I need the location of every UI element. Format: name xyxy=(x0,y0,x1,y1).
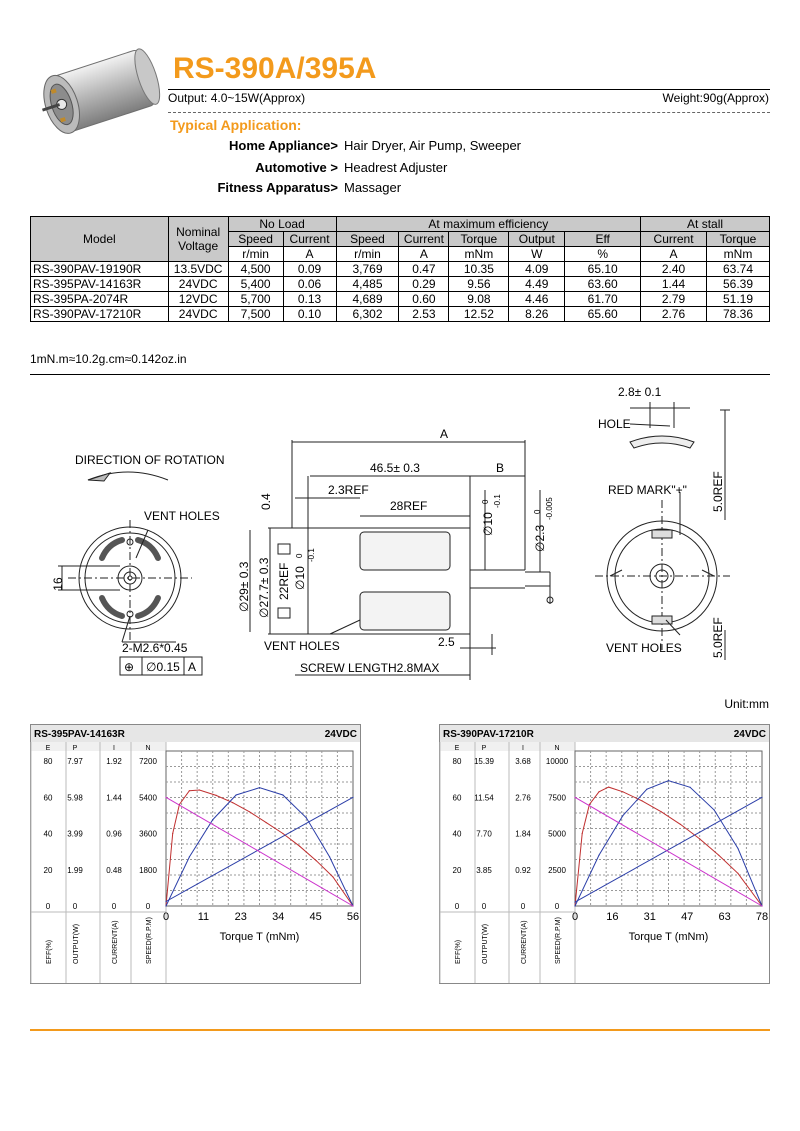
scale-label: 0 xyxy=(520,902,526,911)
table-cell: 65.10 xyxy=(565,262,641,277)
table-cell: 4.46 xyxy=(509,292,565,307)
x-tick-label: 78 xyxy=(755,911,769,923)
table-cell: 10.35 xyxy=(449,262,509,277)
series-point-e xyxy=(266,822,267,823)
scale-label: 7.70 xyxy=(476,829,492,839)
column-header: Current xyxy=(399,232,449,247)
series-point-p xyxy=(329,856,330,857)
motor-image xyxy=(30,38,170,148)
table-cell: 4,500 xyxy=(228,262,283,277)
series-point-i xyxy=(165,901,166,902)
table-cell: 12.52 xyxy=(449,307,509,322)
column-header: Speed xyxy=(336,232,399,247)
scale-label: 7500 xyxy=(548,793,566,803)
scale-label: 10000 xyxy=(545,757,569,766)
scale-label: 80 xyxy=(452,757,462,766)
conversion-note: 1mN.m≈10.2g.cm≈0.142oz.in xyxy=(30,352,187,366)
table-cell: 0.06 xyxy=(283,277,336,292)
model-cell: RS-395PA-2074R xyxy=(31,292,169,307)
series-point-e xyxy=(332,876,333,877)
performance-chart-14163r xyxy=(30,724,361,984)
series-point-p xyxy=(259,787,260,788)
dim-2-5: 2.5 xyxy=(438,635,455,649)
tol-10-upper: 0 xyxy=(481,499,490,504)
series-point-e xyxy=(172,833,173,834)
dim-46-5: 46.5± 0.3 xyxy=(370,461,420,475)
dim-16: 16 xyxy=(51,577,65,591)
scale-label: 0 xyxy=(554,902,560,911)
table-cell: 56.39 xyxy=(707,277,770,292)
table-row xyxy=(31,292,770,307)
tolerance-reference: A xyxy=(188,660,197,674)
dashed-divider xyxy=(168,112,770,113)
scale-label: 0.92 xyxy=(515,865,531,875)
column-header: Current xyxy=(283,232,336,247)
scale-label: 80 xyxy=(43,757,53,766)
footer-divider xyxy=(30,1029,770,1031)
series-point-e xyxy=(582,833,583,834)
table-cell: 4,485 xyxy=(336,277,399,292)
table-cell: 13.5VDC xyxy=(168,262,228,277)
screw-holes-label: 2-M2.6*0.45 xyxy=(122,641,188,655)
series-point-p xyxy=(668,780,669,781)
series-point-n xyxy=(761,905,762,906)
rotation-label: DIRECTION OF ROTATION xyxy=(75,453,225,467)
series-point-i xyxy=(352,797,353,798)
application-value: Massager xyxy=(344,180,402,195)
scale-label: 5000 xyxy=(548,829,566,839)
unit-cell: A xyxy=(641,247,707,262)
scale-label: 60 xyxy=(452,793,462,803)
series-point-e xyxy=(299,846,300,847)
series-point-p xyxy=(306,817,307,818)
scale-label: 2500 xyxy=(548,865,566,875)
x-tick-label: 0 xyxy=(571,911,579,923)
table-cell: 1.44 xyxy=(641,277,707,292)
dim-d10-left: ∅10 xyxy=(293,566,307,590)
unit-cell: % xyxy=(565,247,641,262)
x-tick-label: 23 xyxy=(234,911,247,923)
unit-cell: W xyxy=(509,247,565,262)
column-header: Torque xyxy=(449,232,509,247)
axis-header: P xyxy=(481,745,487,752)
model-cell: RS-395PAV-14163R xyxy=(31,277,169,292)
series-point-e xyxy=(282,833,283,834)
table-cell: 0.13 xyxy=(283,292,336,307)
series-point-n xyxy=(165,797,166,798)
vent-holes-right-label: VENT HOLES xyxy=(606,641,682,655)
axis-label: CURRENT(A) xyxy=(112,920,119,964)
table-cell: 61.70 xyxy=(565,292,641,307)
scale-label: 15.39 xyxy=(473,757,495,766)
series-point-p xyxy=(282,794,283,795)
table-cell: 2.79 xyxy=(641,292,707,307)
table-row xyxy=(31,277,770,292)
scale-label: 0 xyxy=(145,902,151,911)
dim-a: A xyxy=(440,427,449,441)
x-tick-label: 0 xyxy=(162,911,170,923)
unit-cell: r/min xyxy=(228,247,283,262)
title-divider xyxy=(168,89,770,90)
x-tick-label: 16 xyxy=(606,911,619,923)
table-cell: 2.76 xyxy=(641,307,707,322)
column-header: Output xyxy=(509,232,565,247)
series-point-i xyxy=(574,902,575,903)
series-point-e xyxy=(680,824,681,825)
scale-label: 20 xyxy=(43,865,53,875)
unit-label: Unit:mm xyxy=(724,697,769,711)
header-max-efficiency: At maximum efficiency xyxy=(336,217,641,232)
tol-10-lower: -0.1 xyxy=(307,548,316,562)
series-point-p xyxy=(236,794,237,795)
header-no-load: No Load xyxy=(228,217,336,232)
scale-label: 7200 xyxy=(139,757,157,766)
x-tick-label: 45 xyxy=(309,911,322,923)
scale-label: 1.99 xyxy=(67,865,83,875)
tol-2-3-lower: -0.005 xyxy=(545,497,554,520)
scale-label: 0 xyxy=(481,902,487,911)
x-axis-label: Torque T (mNm) xyxy=(628,931,709,943)
table-cell: 51.19 xyxy=(707,292,770,307)
table-cell: 0.47 xyxy=(399,262,449,277)
scale-label: 2.76 xyxy=(515,793,531,803)
scale-label: 40 xyxy=(43,829,53,839)
performance-chart-17210r xyxy=(439,724,770,984)
chart-voltage: 24VDC xyxy=(324,729,357,740)
x-tick-label: 56 xyxy=(346,911,360,923)
tol-2-3-upper: 0 xyxy=(533,509,542,514)
x-tick-label: 34 xyxy=(272,911,285,923)
unit-cell: A xyxy=(283,247,336,262)
table-cell: 2.53 xyxy=(399,307,449,322)
series-point-p xyxy=(212,819,213,820)
dim-d2-3: ∅2.3 xyxy=(533,524,547,552)
table-cell: 9.08 xyxy=(449,292,509,307)
table-row xyxy=(31,262,770,277)
application-value: Headrest Adjuster xyxy=(344,160,448,175)
axis-label: SPEED(R.P.M) xyxy=(555,917,562,964)
scale-label: 7.97 xyxy=(67,757,83,766)
series-point-e xyxy=(718,855,719,856)
series-point-e xyxy=(622,791,623,792)
x-tick-label: 11 xyxy=(197,911,210,923)
axis-header: I xyxy=(113,745,115,752)
series-point-n xyxy=(574,797,575,798)
application-value: Hair Dryer, Air Pump, Sweeper xyxy=(344,138,522,153)
series-point-e xyxy=(249,811,250,812)
dim-d27-7: ∅27.7± 0.3 xyxy=(257,557,271,618)
vent-holes-label: VENT HOLES xyxy=(144,509,220,523)
axis-header: N xyxy=(554,745,560,752)
axis-header: E xyxy=(454,745,460,752)
application-key: Home Appliance> xyxy=(229,138,338,153)
scale-label: 0.96 xyxy=(106,829,122,839)
axis-header: P xyxy=(72,745,78,752)
scale-label: 1.84 xyxy=(515,829,531,839)
table-cell: 5,700 xyxy=(228,292,283,307)
scale-label: 5.98 xyxy=(67,793,83,803)
tol-10-upper: 0 xyxy=(295,553,304,558)
dim-d10-top: ∅10 xyxy=(481,512,495,536)
x-tick-label: 47 xyxy=(681,911,694,923)
vent-holes-side-label: VENT HOLES xyxy=(264,639,340,653)
x-tick-label: 31 xyxy=(643,911,656,923)
table-cell: 8.26 xyxy=(509,307,565,322)
application-key: Automotive > xyxy=(255,160,338,175)
series-point-e xyxy=(608,787,609,788)
axis-header: N xyxy=(145,745,151,752)
series-point-p xyxy=(574,905,575,906)
table-cell: 78.36 xyxy=(707,307,770,322)
column-header: Torque xyxy=(707,232,770,247)
series-point-n xyxy=(352,905,353,906)
scale-label: 0.48 xyxy=(106,865,122,875)
axis-label: EFF(%) xyxy=(46,939,53,964)
application-key: Fitness Apparatus> xyxy=(217,180,338,195)
applications-heading: Typical Application: xyxy=(170,117,302,133)
table-cell: 9.56 xyxy=(449,277,509,292)
table-cell: 63.74 xyxy=(707,262,770,277)
x-axis-label: Torque T (mNm) xyxy=(219,931,300,943)
series-point-i xyxy=(761,797,762,798)
dimension-drawing xyxy=(30,380,770,680)
column-header: Eff xyxy=(565,232,641,247)
dim-5-0ref-top: 5.0REF xyxy=(711,471,725,512)
axis-label: CURRENT(A) xyxy=(521,920,528,964)
header-stall: At stall xyxy=(641,217,770,232)
axis-label: OUTPUT(W) xyxy=(482,923,489,964)
scale-label: 1800 xyxy=(139,865,157,875)
table-cell: 0.29 xyxy=(399,277,449,292)
table-cell: 12VDC xyxy=(168,292,228,307)
dim-22ref: 22REF xyxy=(277,562,291,600)
model-cell: RS-390PAV-17210R xyxy=(31,307,169,322)
table-cell: 5,400 xyxy=(228,277,283,292)
chart-voltage: 24VDC xyxy=(733,729,766,740)
scale-label: 3600 xyxy=(139,829,157,839)
scale-label: 1.44 xyxy=(106,793,122,803)
weight-spec: Weight:90g(Approx) xyxy=(662,91,769,105)
scale-label: 5400 xyxy=(139,793,157,803)
scale-label: 0 xyxy=(72,902,78,911)
column-header: Current xyxy=(641,232,707,247)
axis-label: OUTPUT(W) xyxy=(73,923,80,964)
series-point-e xyxy=(661,811,662,812)
series-point-p xyxy=(189,856,190,857)
scale-label: 60 xyxy=(43,793,53,803)
screw-length-label: SCREW LENGTH2.8MAX xyxy=(300,661,440,675)
performance-table xyxy=(30,216,770,322)
header-model: Model xyxy=(31,217,169,262)
unit-cell: r/min xyxy=(336,247,399,262)
table-cell: 0.60 xyxy=(399,292,449,307)
series-point-e xyxy=(199,789,200,790)
series-point-e xyxy=(232,802,233,803)
scale-label: 0 xyxy=(111,902,117,911)
dim-28ref: 28REF xyxy=(390,499,428,513)
series-point-p xyxy=(737,848,738,849)
dim-2-3ref: 2.3REF xyxy=(328,483,369,497)
table-cell: 7,500 xyxy=(228,307,283,322)
scale-label: 40 xyxy=(452,829,462,839)
axis-label: EFF(%) xyxy=(455,939,462,964)
series-point-e xyxy=(737,873,738,874)
table-cell: 63.60 xyxy=(565,277,641,292)
chart-title: RS-395PAV-14163R xyxy=(34,729,125,740)
model-cell: RS-390PAV-19190R xyxy=(31,262,169,277)
table-cell: 4.49 xyxy=(509,277,565,292)
dim-5-0ref-bottom: 5.0REF xyxy=(711,617,725,658)
tolerance-symbol: ⊕ xyxy=(124,660,135,674)
axis-header: I xyxy=(522,745,524,752)
series-point-e xyxy=(316,860,317,861)
scale-label: 0 xyxy=(454,902,460,911)
series-point-e xyxy=(189,790,190,791)
series-point-p xyxy=(714,809,715,810)
product-title: RS-390A/395A xyxy=(173,52,377,85)
table-cell: 2.40 xyxy=(641,262,707,277)
unit-cell: mNm xyxy=(707,247,770,262)
axis-header: E xyxy=(45,745,51,752)
series-point-e xyxy=(598,791,599,792)
series-point-p xyxy=(690,787,691,788)
series-point-p xyxy=(598,855,599,856)
series-point-e xyxy=(699,838,700,839)
table-cell: 3,769 xyxy=(336,262,399,277)
tolerance-value: ∅0.15 xyxy=(146,660,180,674)
red-mark-label: RED MARK"+" xyxy=(608,483,687,497)
scale-label: 0 xyxy=(45,902,51,911)
chart-title: RS-390PAV-17210R xyxy=(443,729,534,740)
series-point-p xyxy=(165,905,166,906)
x-tick-label: 63 xyxy=(718,911,731,923)
scale-label: 11.54 xyxy=(474,793,494,803)
scale-label: 3.85 xyxy=(476,865,492,875)
dim-d29: ∅29± 0.3 xyxy=(237,561,251,612)
scale-label: 20 xyxy=(452,865,462,875)
table-row xyxy=(31,307,770,322)
series-point-e xyxy=(642,800,643,801)
unit-cell: mNm xyxy=(449,247,509,262)
dim-2-8: 2.8± 0.1 xyxy=(618,385,662,399)
unit-cell: A xyxy=(399,247,449,262)
table-cell: 65.60 xyxy=(565,307,641,322)
axis-label: SPEED(R.P.M) xyxy=(146,917,153,964)
table-cell: 0.10 xyxy=(283,307,336,322)
conversion-divider xyxy=(30,374,770,375)
series-point-p xyxy=(646,789,647,790)
scale-label: 3.99 xyxy=(67,829,83,839)
output-spec: Output: 4.0~15W(Approx) xyxy=(168,91,306,105)
header-voltage: Nominal Voltage xyxy=(168,217,228,262)
series-point-p xyxy=(622,815,623,816)
column-header: Speed xyxy=(228,232,283,247)
hole-label: HOLE xyxy=(598,417,631,431)
series-point-e xyxy=(216,795,217,796)
tol-10-lower: -0.1 xyxy=(493,494,502,508)
table-cell: 4.09 xyxy=(509,262,565,277)
dim-b: B xyxy=(496,461,505,475)
dim-0-4: 0.4 xyxy=(259,493,273,510)
scale-label: 3.68 xyxy=(515,757,531,766)
table-cell: 6,302 xyxy=(336,307,399,322)
table-cell: 24VDC xyxy=(168,277,228,292)
scale-label: 1.92 xyxy=(106,757,122,766)
table-cell: 0.09 xyxy=(283,262,336,277)
table-cell: 4,689 xyxy=(336,292,399,307)
table-cell: 24VDC xyxy=(168,307,228,322)
